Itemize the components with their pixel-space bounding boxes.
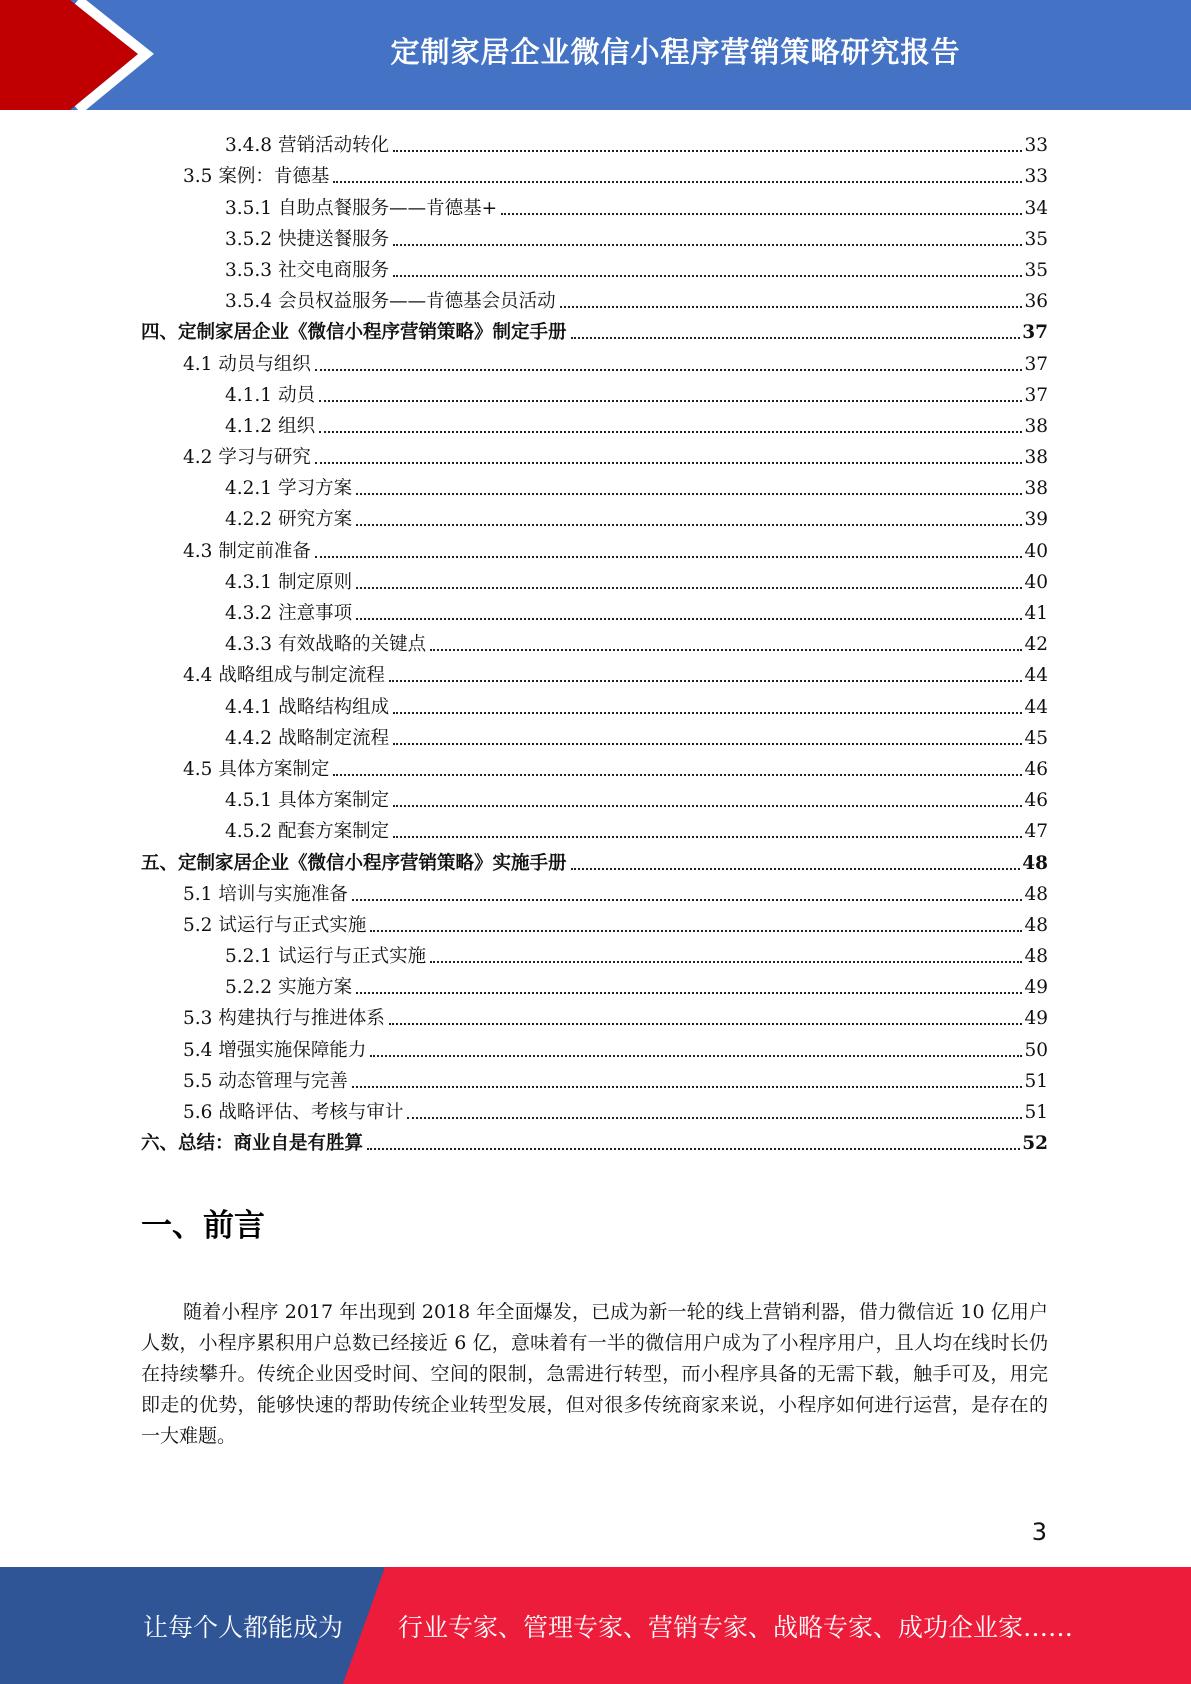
toc-entry-label: 战略制定流程 (278, 727, 390, 749)
toc-entry-number: 4.4.1 (225, 696, 273, 718)
toc-entry[interactable] (141, 222, 1048, 253)
toc-entry-page: 33 (1024, 166, 1048, 188)
toc-entry[interactable] (141, 284, 1048, 315)
toc-entry-number: 4.1.1 (225, 384, 273, 406)
toc-entry-label: 动员与组织 (218, 353, 311, 375)
toc-entry-number: 4.1 (183, 353, 213, 375)
toc-entry[interactable] (141, 378, 1048, 409)
toc-entry[interactable] (141, 253, 1048, 284)
toc-dot-leader (370, 930, 1022, 932)
toc-dot-leader (393, 743, 1022, 745)
toc-entry-label: 实施方案 (278, 977, 353, 999)
toc-entry-number: 3.4.8 (225, 135, 273, 157)
toc-entry-page: 38 (1024, 447, 1048, 469)
toc-entry-number: 3.5 (183, 166, 213, 188)
toc-dot-leader (393, 275, 1022, 277)
toc-entry-number: 3.5.1 (225, 197, 273, 219)
toc-entry-label: 制定原则 (278, 571, 353, 593)
toc-dot-leader (430, 649, 1022, 651)
toc-entry-number: 4.2.2 (225, 509, 273, 531)
toc-entry[interactable] (141, 159, 1048, 190)
toc-dot-leader (315, 556, 1023, 558)
toc-entry-page: 48 (1024, 883, 1048, 905)
toc-entry[interactable] (141, 1032, 1048, 1063)
toc-entry-label: 试运行与正式实施 (218, 914, 367, 936)
toc-entry-page: 36 (1024, 291, 1048, 313)
toc-entry-page: 41 (1024, 603, 1048, 624)
toc-entry-number: 5.2.2 (225, 977, 273, 999)
toc-dot-leader (352, 1086, 1023, 1088)
toc-entry-page: 34 (1024, 197, 1048, 219)
toc-entry-label: 试运行与正式实施 (278, 946, 427, 968)
toc-entry[interactable] (141, 565, 1048, 596)
toc-entry-page: 49 (1024, 977, 1048, 999)
toc-entry-label: 学习与研究 (218, 447, 311, 469)
page-number: 3 (1031, 1518, 1047, 1546)
toc-entry[interactable] (141, 939, 1048, 970)
toc-entry-label: 具体方案制定 (278, 790, 390, 812)
toc-entry-number: 4.3.3 (225, 634, 273, 656)
toc-dot-leader (560, 306, 1023, 308)
toc-entry-number: 5.4 (183, 1039, 213, 1061)
toc-entry-number: 4.3.1 (225, 571, 273, 593)
toc-entry[interactable] (141, 658, 1048, 689)
toc-dot-leader (319, 400, 1022, 402)
toc-entry-label: 社交电商服务 (278, 259, 390, 281)
toc-dot-leader (356, 618, 1022, 620)
toc-entry[interactable] (141, 1095, 1048, 1126)
toc-entry[interactable] (141, 845, 1048, 876)
toc-entry-page: 37 (1022, 322, 1048, 344)
toc-entry[interactable] (141, 409, 1048, 440)
toc-entry-number: 4.3.2 (225, 603, 273, 624)
toc-entry-number: 4.5.2 (225, 821, 273, 843)
toc-entry[interactable] (141, 128, 1048, 159)
header-arrow-icon (0, 0, 160, 110)
toc-entry[interactable] (141, 346, 1048, 377)
toc-entry-number: 4.2.1 (225, 478, 273, 500)
toc-entry-page: 40 (1024, 571, 1048, 593)
toc-entry[interactable] (141, 814, 1048, 845)
body-paragraph: 随着小程序 2017 年出现到 2018 年全面爆发，已成为新一轮的线上营销利器，借力微信近 10 亿用户人数，小程序累积用户总数已经接近 6 亿，意味着有一半的微信用户成为了小程序用户，且人均在线时长仍在持续攀升。传统企业因受时间、空间的限制，急需进行转型，而小程序具备的无需下载，触手可及，用完即走的优势，能够快速的帮助传统企业转型发展，但对很多传统商家来说，小程序如何进行运营，是存在的一大难题。 (141, 1301, 1048, 1447)
toc-entry-page: 37 (1024, 384, 1048, 406)
toc-entry[interactable] (141, 1064, 1048, 1095)
toc-entry-number: 4.3 (183, 540, 213, 562)
toc-entry-label: 自助点餐服务——肯德基+ (278, 197, 498, 219)
report-title: 定制家居企业微信小程序营销策略研究报告 (390, 34, 961, 69)
toc-dot-leader (352, 899, 1023, 901)
toc-entry-number: 4.5.1 (225, 790, 273, 812)
toc-entry-label: 配套方案制定 (278, 821, 390, 843)
toc-entry-label: 快捷送餐服务 (278, 228, 390, 250)
toc-entry[interactable] (141, 721, 1048, 752)
toc-entry[interactable] (141, 908, 1048, 939)
toc-entry-page: 33 (1024, 135, 1048, 157)
toc-entry-page: 39 (1024, 509, 1048, 531)
toc-entry-label: 战略结构组成 (278, 696, 390, 718)
toc-entry-number: 5.6 (183, 1102, 213, 1123)
toc-entry-number: 5.2.1 (225, 946, 273, 968)
toc-entry-number: 4.2 (183, 447, 213, 469)
toc-dot-leader (356, 587, 1022, 589)
toc-entry[interactable] (141, 689, 1048, 720)
toc-dot-leader (389, 1023, 1023, 1025)
toc-entry[interactable] (141, 752, 1048, 783)
toc-entry-page: 48 (1024, 914, 1048, 936)
toc-dot-leader (315, 369, 1023, 371)
toc-entry-number: 4.5 (183, 758, 213, 780)
toc-entry[interactable] (141, 440, 1048, 471)
toc-entry-number: 5.3 (183, 1008, 213, 1030)
toc-dot-leader (407, 1117, 1022, 1119)
toc-entry-page: 38 (1024, 415, 1048, 437)
toc-entry-label: 四、定制家居企业《微信小程序营销策略》制定手册 (141, 322, 567, 344)
toc-dot-leader (501, 213, 1022, 215)
toc-entry[interactable] (141, 1126, 1048, 1157)
toc-dot-leader (393, 805, 1022, 807)
toc-entry-page: 51 (1024, 1102, 1048, 1123)
toc-entry-label: 有效战略的关键点 (278, 634, 427, 656)
toc-entry-label: 案例：肯德基 (218, 166, 330, 188)
toc-entry-label: 战略组成与制定流程 (218, 665, 385, 687)
toc-entry-page: 35 (1024, 259, 1048, 281)
toc-entry-number: 4.4 (183, 665, 213, 687)
toc-entry-label: 具体方案制定 (218, 758, 330, 780)
toc-dot-leader (370, 1055, 1022, 1057)
toc-entry-number: 4.4.2 (225, 727, 273, 749)
toc-entry[interactable] (141, 783, 1048, 814)
page-header (0, 0, 1191, 110)
toc-entry-number: 3.5.3 (225, 259, 273, 281)
toc-entry-number: 5.1 (183, 883, 213, 905)
toc-dot-leader (389, 680, 1023, 682)
toc-entry-label: 组织 (278, 415, 316, 437)
toc-entry-label: 学习方案 (278, 478, 353, 500)
toc-entry-label: 动态管理与完善 (218, 1070, 348, 1092)
toc-entry-label: 六、总结：商业自是有胜算 (141, 1133, 364, 1155)
toc-entry-page: 46 (1024, 790, 1048, 812)
toc-entry-label: 增强实施保障能力 (218, 1039, 367, 1061)
toc-entry[interactable] (141, 1001, 1048, 1032)
toc-entry-number: 5.2 (183, 914, 213, 936)
toc-entry-number: 3.5.4 (225, 291, 273, 313)
toc-dot-leader (393, 836, 1022, 838)
toc-entry[interactable] (141, 877, 1048, 908)
toc-dot-leader (356, 524, 1022, 526)
toc-dot-leader (571, 337, 1021, 339)
toc-dot-leader (393, 150, 1022, 152)
toc-entry-number: 5.5 (183, 1070, 213, 1092)
toc-entry-number: 3.5.2 (225, 228, 273, 250)
toc-entry-label: 五、定制家居企业《微信小程序营销策略》实施手册 (141, 852, 567, 874)
toc-entry[interactable] (141, 627, 1048, 658)
toc-entry-label: 制定前准备 (218, 540, 311, 562)
table-of-contents (141, 128, 1048, 1157)
toc-entry-label: 营销活动转化 (278, 135, 390, 157)
toc-entry-page: 51 (1024, 1070, 1048, 1092)
toc-dot-leader (315, 462, 1023, 464)
toc-entry[interactable] (141, 471, 1048, 502)
toc-dot-leader (356, 992, 1022, 994)
toc-entry-page: 48 (1022, 852, 1048, 874)
toc-dot-leader (356, 493, 1022, 495)
toc-entry-page: 47 (1024, 821, 1048, 843)
toc-entry-label: 会员权益服务——肯德基会员活动 (278, 291, 556, 313)
toc-entry-page: 35 (1024, 228, 1048, 250)
toc-entry-page: 37 (1024, 353, 1048, 375)
toc-entry-page: 45 (1024, 727, 1048, 749)
toc-dot-leader (367, 1148, 1020, 1150)
toc-entry[interactable] (141, 533, 1048, 564)
page-footer (0, 1567, 1191, 1684)
section-heading: 一、前言 (141, 1208, 265, 1244)
toc-dot-leader (333, 774, 1022, 776)
toc-dot-leader (333, 181, 1022, 183)
toc-entry[interactable] (141, 315, 1048, 346)
footer-slogan-left: 让每个人都能成为 (143, 1612, 344, 1642)
toc-entry-label: 培训与实施准备 (218, 883, 348, 905)
toc-dot-leader (319, 431, 1022, 433)
toc-entry-page: 44 (1024, 665, 1048, 687)
toc-entry[interactable] (141, 596, 1048, 627)
toc-dot-leader (393, 244, 1022, 246)
footer-slogan-right: 行业专家、管理专家、营销专家、战略专家、成功企业家…… (398, 1612, 1074, 1642)
toc-entry[interactable] (141, 190, 1048, 221)
toc-dot-leader (430, 961, 1022, 963)
toc-entry-page: 46 (1024, 758, 1048, 780)
toc-entry-label: 动员 (278, 384, 316, 406)
toc-entry-page: 52 (1022, 1133, 1048, 1155)
toc-entry[interactable] (141, 970, 1048, 1001)
toc-entry-number: 4.1.2 (225, 415, 273, 437)
toc-entry-label: 构建执行与推进体系 (218, 1008, 385, 1030)
toc-dot-leader (571, 868, 1021, 870)
toc-entry-label: 注意事项 (278, 603, 353, 624)
toc-entry-page: 38 (1024, 478, 1048, 500)
toc-entry-page: 44 (1024, 696, 1048, 718)
toc-entry-page: 48 (1024, 946, 1048, 968)
toc-entry-label: 战略评估、考核与审计 (218, 1102, 404, 1123)
toc-entry-page: 49 (1024, 1008, 1048, 1030)
toc-entry[interactable] (141, 502, 1048, 533)
toc-entry-page: 50 (1024, 1039, 1048, 1061)
toc-entry-page: 40 (1024, 540, 1048, 562)
toc-dot-leader (393, 712, 1022, 714)
toc-entry-page: 42 (1024, 634, 1048, 656)
toc-entry-label: 研究方案 (278, 509, 353, 531)
